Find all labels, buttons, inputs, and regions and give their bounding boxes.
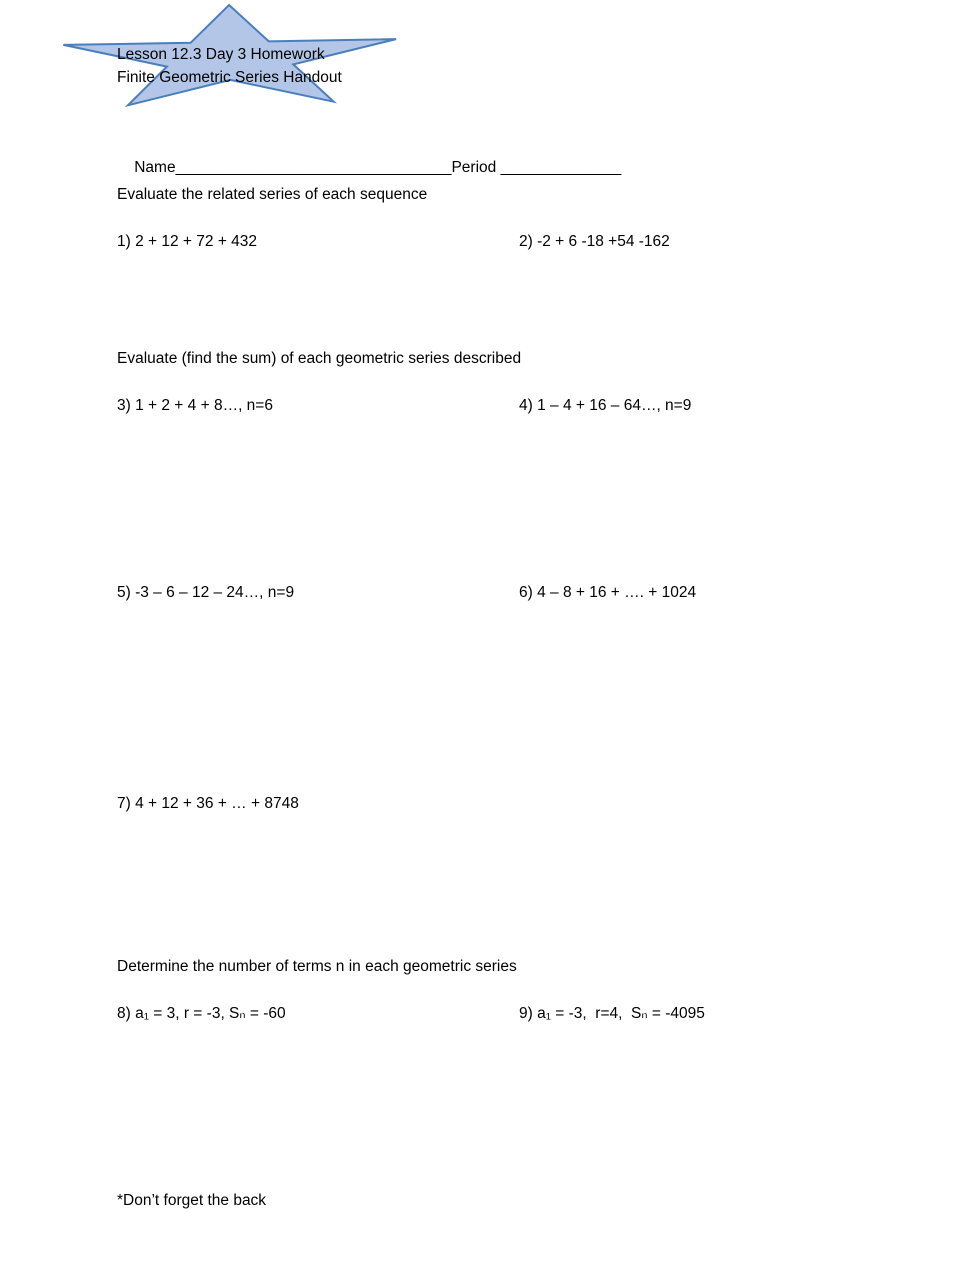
period-blank: ______________	[496, 159, 622, 176]
name-blank: ________________________________	[175, 159, 452, 176]
instruction-determine-terms: Determine the number of terms n in each geometric series	[117, 958, 517, 975]
doc-title-line-1: Lesson 12.3 Day 3 Homework	[117, 46, 325, 63]
problem-5: 5) -3 – 6 – 12 – 24…, n=9	[117, 584, 295, 601]
problem-6: 6) 4 – 8 + 16 + …. + 1024	[519, 584, 697, 601]
problem-3: 3) 1 + 2 + 4 + 8…, n=6	[117, 397, 273, 414]
name-label: Name	[134, 159, 176, 176]
doc-title-line-2: Finite Geometric Series Handout	[117, 69, 342, 86]
instruction-evaluate-sum: Evaluate (find the sum) of each geometric series described	[117, 350, 522, 367]
problem-4: 4) 1 – 4 + 16 – 64…, n=9	[519, 397, 692, 414]
problem-2: 2) -2 + 6 -18 +54 -162	[519, 233, 670, 250]
problem-1: 1) 2 + 12 + 72 + 432	[117, 233, 258, 250]
problem-7: 7) 4 + 12 + 36 + … + 8748	[117, 795, 299, 812]
problem-9: 9) a₁ = -3, r=4, Sₙ = -4095	[519, 1005, 705, 1022]
problem-8: 8) a₁ = 3, r = -3, Sₙ = -60	[117, 1005, 286, 1022]
footer-note: *Don’t forget the back	[117, 1192, 267, 1209]
instruction-evaluate-related: Evaluate the related series of each sequence	[117, 186, 428, 203]
period-label: Period	[451, 159, 497, 176]
